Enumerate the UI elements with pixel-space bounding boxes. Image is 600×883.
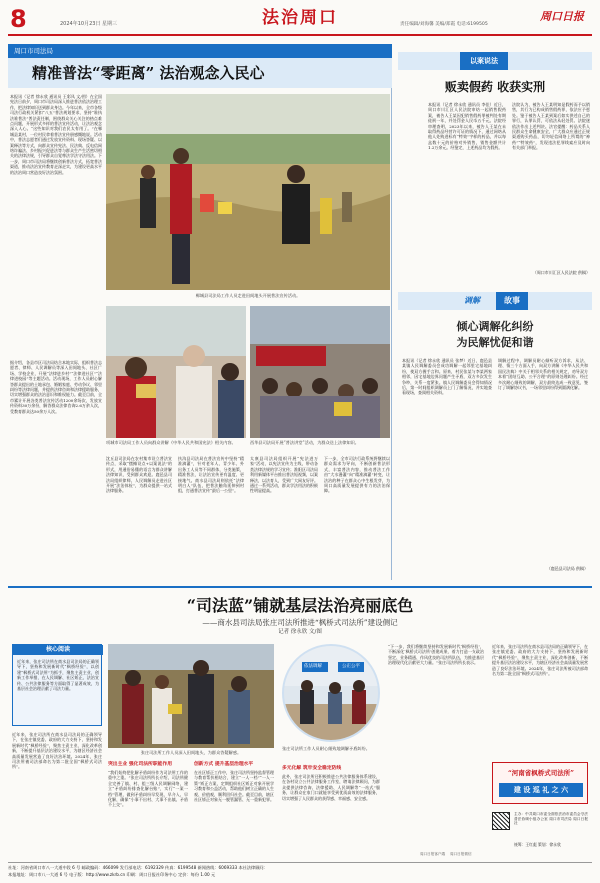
mediation-headline-1: 倾心调解化纠纷 bbox=[456, 320, 534, 333]
core-reading-title: 核心阅读 bbox=[13, 645, 103, 655]
bottom-col-5: “下一步，我们将继续坚持和发展新时代‘枫桥经验’，不断深化‘枫桥式司法所’创建成果，着力打造一支政治坚定、业务精通、作风优良的司法所队伍，为推进基层治理现代化贡献更大力量。”张庄司法所所长表示。 bbox=[388, 644, 484, 666]
subhead-1: 突出主业 强化司法所职能作用 bbox=[108, 762, 173, 767]
photo-field-visit-caption: 郸城县司法局工作人员走进田间地头开展普法宣传活动。 bbox=[195, 293, 301, 298]
mediation-badge-right: 故事 bbox=[496, 292, 528, 310]
story-col-3: 扶沟县司法局在普法宣传中坚持“精准滴灌”，针对老年人、青少年、外出务工人员等不同群体，分类施策，精准普法，让法治宣传更有温度、更接地气。商水县司法局则依托“法律明白人”队伍，把普法触角延伸到村组，打通普法宣传“最后一公里”。 bbox=[178, 456, 244, 494]
top-story bbox=[8, 44, 392, 580]
mediation-headline-2: 为民解忧促和谐 bbox=[456, 336, 534, 349]
qr-code-icon bbox=[492, 812, 510, 830]
bottom-col-4: 此外，张庄司法所还积极推进公共法律服务体系建设，在各村设立公共法律服务工作室，聘请法律顾问，为群众提供法律咨询、法律援助、人民调解等“一站式”服务，让群众在家门口就能享受到优质高效的法律服务，切实增强了人民群众的获得感、幸福感、安全感。 bbox=[282, 774, 380, 801]
page-number: 8 bbox=[10, 5, 27, 33]
case-col-1: 本报讯（记者 徐永欣 通讯员 李佳）近日，周口市川汇区人民法院审结一起销售假药案，被告人王某因犯销售假药罪被判处有期徒刑一年，并处罚金人民币五千元。法院经审理查明，2023年以来，被告人王某在未取得药品经营许可证的情况下，通过网络从他人处购进标有“特效”字样的药品，并以每盒数十元的价格对外销售，销售金额共计1.2万余元。经鉴定，上述药品均为假药。 bbox=[428, 102, 506, 151]
bottom-subheadline: ——商水县司法局张庄司法所推进“枫桥式司法所”建设侧记 bbox=[202, 618, 398, 627]
mediation-col-2: 调解过程中，调解员耐心倾听双方诉求，从法、理、情三个方面入手，向双方讲解《中华人民共和国民法典》中关于相邻关系的相关规定，劝导双方本着“团结互助、公平合理”的原则处理纠纷。经过多次耐心细致的调解，双方最终达成一致意见，签订了调解协议书，一场邻里纠纷得到圆满化解。 bbox=[498, 358, 588, 391]
subhead-2: 创新方式 提升基层治理水平 bbox=[194, 762, 254, 767]
photo-field-visit bbox=[106, 94, 390, 290]
footer-line-1: 社址：河南省周口市八一大道中段 6 号 邮政编码：466099 发行部电话：6192329 传真：6199548 新闻热线：6069333 本社法律顾问： bbox=[8, 865, 268, 870]
issue-date: 2024年10月23日 星期三 bbox=[60, 21, 118, 27]
sign-text-right: 公正公平 bbox=[342, 664, 360, 669]
mediation-banner bbox=[398, 292, 592, 310]
case-badge: 以案说法 bbox=[460, 52, 508, 70]
page-header bbox=[0, 0, 600, 40]
promo-credits: 统筹：王红彪 策划：徐永欣 bbox=[514, 842, 561, 847]
photo-mediation-room bbox=[282, 644, 380, 742]
source-bar bbox=[8, 44, 392, 58]
headline-band bbox=[8, 58, 392, 88]
photo-law-lecture bbox=[250, 306, 390, 438]
story-col-1b: 据介绍，各县市区司法局结合本地实际，组织普法志愿者、律师、人民调解员等深入田间地头、社区广场、学校企业，开展“法律进乡村”“法律进社区”“法律进校园”等主题活动。活动现场，工作人员耐心解答群众提出的土地承包、婚姻家庭、劳动争议、邻里纠纷等法律问题，并提供法律咨询和法律援助服务，切实增强群众的法治意识和维权能力。截至目前，全市累计开展各类普法宣传活动1200余场次，发放宣传资料30万余份，解答群众法律咨询2.6万余人次，受教育群众达50余万人次。 bbox=[10, 360, 102, 414]
promo-sponsor: 主办：中共周口市委全面依法治市委员会守法普法协调小组办公室 周口市司法局 周口日报社 bbox=[514, 812, 588, 826]
bottom-headline: “司法蓝”铺就基层法治亮丽底色 bbox=[186, 596, 414, 615]
core-reading-text: 近年来，张庄司法所在商水县司法局的正确领导下，坚持和发展新时代“枫桥经验”，以创建“枫桥式司法所”为抓手，聚焦主责主业，创新工作举措，在人民调解、社区矫正、法治宣传、公共法律服务等方面取得了显著成效，为基层社会治理贡献了司法力量。 bbox=[17, 659, 99, 692]
sign-text-left: 依法调解 bbox=[304, 664, 322, 669]
bottom-byline: 记者 徐永欣 文/图 bbox=[278, 629, 322, 635]
case-banner bbox=[398, 52, 592, 70]
qr-label-wechat: 周口日报微信 bbox=[450, 852, 472, 856]
source-label: 周口市司法局 bbox=[14, 47, 53, 55]
masthead-logo: 周口日报 bbox=[540, 10, 584, 23]
case-headline: 贩卖假药 收获实刑 bbox=[444, 80, 546, 94]
header-rule bbox=[8, 34, 592, 36]
subhead-3: 多元化解 筑牢安全稳定防线 bbox=[282, 766, 342, 771]
photo-lecture-caption: 西华县司法局开展“普法讲堂”活动，为群众送上法律知识。 bbox=[250, 440, 359, 445]
bottom-col-2: “我们始终把化解矛盾纠纷作为司法所工作的重中之重。”张庄司法所所长介绍，司法所健全完善了镇、村、组三级人民调解网络，建立“矛盾纠纷排查化解台账”，实行“一案一档”管理，做到矛盾纠纷早发现、早介入、早化解，确保“小事不出村、大事不出镇、矛盾不上交”。 bbox=[108, 770, 188, 808]
photo-field-consult-caption: 张庄司法所工作人员深入田间地头，为群众答疑解惑。 bbox=[140, 750, 242, 755]
story-col-5: 下一步，全市司法行政系统将继续以群众需求为导向，不断创新普法形式，丰富普法内容，推动普法工作由“大水漫灌”向“精准滴灌”转变，让法治的种子在群众心中生根发芽，为周口高质量发展提供有力的法治保障。 bbox=[324, 456, 390, 494]
core-reading-box bbox=[12, 644, 102, 726]
footer bbox=[8, 862, 592, 880]
photo-field-consult bbox=[108, 644, 274, 748]
story-col-2: 沈丘县司法局在农村集市设立普法宣传点，采取“摆摊设点+以案说法”的形式，用通俗易懂的语言为群众讲解法律知识，受到群众欢迎。鹿邑县司法局组织律师、人民调解员走进社区开展“法治体检”，为群众提供一站式法律服务。 bbox=[106, 456, 172, 494]
photo-mediation-caption: 张庄司法所工作人员耐心细致地调解矛盾纠纷。 bbox=[282, 746, 370, 751]
mediation-byline: （鹿邑县司法局 供稿） bbox=[546, 566, 588, 571]
case-col-2: 法院认为，被告人王某明知是假药而予以销售，其行为已构成销售假药罪，依法应予惩处。鉴于被告人王某到案后如实供述自己的罪行，认罪认罚，可依法从轻处罚。法院遂依法作出上述判决。法官提醒：药品关系人民群众生命健康安全，广大群众应通过正规渠道购买药品，切勿轻信网络上所谓的“神药”“特效药”，发现违法犯罪线索应及时向有关部门举报。 bbox=[512, 102, 590, 151]
bottom-col-6: 近年来，张庄司法所在商水县司法局的正确领导下，在张庄镇党委、政府的大力支持下，坚持和发展新时代“枫桥经验”，聚焦主责主业，深化改革创新，不断提升基层法治建设水平，为辖区经济社会高质量发展营造了良好法治环境。2024年，张庄司法所被司法部命名为第二批全国“枫桥式司法所”。 bbox=[492, 644, 588, 677]
qr-label-app: 周口日报客户端 bbox=[420, 852, 446, 856]
mediation-badge-left: 调解 bbox=[464, 296, 480, 305]
editor-info: 责任编辑/刘海馨 美编/郑霞 电话:6199505 bbox=[400, 22, 488, 27]
case-byline: （周口市川汇区人民法院 供稿） bbox=[532, 270, 590, 275]
headline: 精准普法“零距离” 法治观念入民心 bbox=[32, 64, 265, 82]
section-title: 法治周口 bbox=[262, 8, 338, 28]
case-sidebar bbox=[398, 44, 592, 280]
bottom-col-1: 近年来，张庄司法所在商水县司法局的正确领导下，在张庄镇党委、政府的大力支持下，坚持和发展新时代“枫桥经验”，聚焦主责主业，深化改革创新，不断提升基层法治建设水平，为辖区经济社会高质量发展营造了良好法治环境。2024年，张庄司法所被司法部命名为第二批全国“枫桥式司法所”。 bbox=[12, 732, 102, 770]
mediation-sidebar bbox=[398, 288, 592, 580]
bottom-story bbox=[8, 586, 592, 858]
mediation-col-1: 本报讯（记者 徐永欣 通讯员 张梦）近日，鹿邑县某镇人民调解委员会成功调解一起邻里宅基地纠纷，使双方握手言和。原来，村民张某与李某两家相邻，因宅基地边界问题产生矛盾，双方多次发生争吵，关系一度紧张。镇人民调解委员会得知情况后，第一时间组织调解员上门了解情况，并实地查看现场，查阅相关资料。 bbox=[402, 358, 492, 396]
qr-block bbox=[492, 810, 588, 854]
story-col-1: 本报讯（记者 徐永欣 通讯员 王彩凤 文/图）在全国宪法日前夕，周口市司法局深入推进普法依法治理工作，把法律知识送到群众身边。今年以来，全市各级司法行政机关紧扣“八五”普法规划要求，坚持“谁执法谁普法”普法责任制，围绕群众关心关注的热点难点问题，开展形式多样的普法宣传活动，让法治观念深入人心。“这些知识对我们农民太有用了。”在郸城县某村，一位村民拿着普法宣传册感慨地说。活动中，普法志愿者们通过发放宣传资料、现场答疑、以案释法等方式，向群众宣传宪法、民法典、反电信网络诈骗法、乡村振兴促进法等与群众生产生活密切相关的法律法规，引导群众自觉尊法学法守法用法。下一步，周口市司法局将继续创新普法方式，拓宽普法渠道，推动法治宣传教育走深走实，为建设更高水平的法治周口营造良好法治氛围。 bbox=[10, 94, 102, 175]
story-col-4: 太康县司法局组织开展“宪法进万家”活动，以宪法宣传为主线，带动各类法律法规的学习宣传；淮阳区司法局利用新媒体平台推出普法短视频，以案释法，以法育人，受到广大网友好评。通过一系列活动，群众学法用法的积极性明显提高。 bbox=[250, 456, 318, 494]
bottom-col-3: 在社区矫正工作中，张庄司法所坚持监督管理与教育帮扶相结合，建立“一人一档”“一人一策”矫正方案，定期组织社区矫正对象开展学习教育和公益活动，帮助他们树立正确的人生观、价值观，顺利回归社会。截至目前，辖区社区矫正对象无一脱管漏管、无一重新犯罪。 bbox=[194, 770, 274, 803]
footer-line-2: 本报地址：周口市八一大道 6 号 电子版：http://www.zkrb.cn 印刷：周口日报社印务中心 定价：每份 1.00 元 bbox=[8, 872, 216, 877]
promo-line-2: 建 设 巡 礼 之 六 bbox=[499, 783, 583, 797]
promo-box bbox=[492, 762, 588, 804]
promo-line-1: “河南省枫桥式司法所” bbox=[508, 769, 574, 777]
photo-constitution-caption: 项城市司法局工作人员向群众讲解《中华人民共和国宪法》相关内容。 bbox=[106, 440, 236, 445]
photo-constitution-talk bbox=[106, 306, 246, 438]
